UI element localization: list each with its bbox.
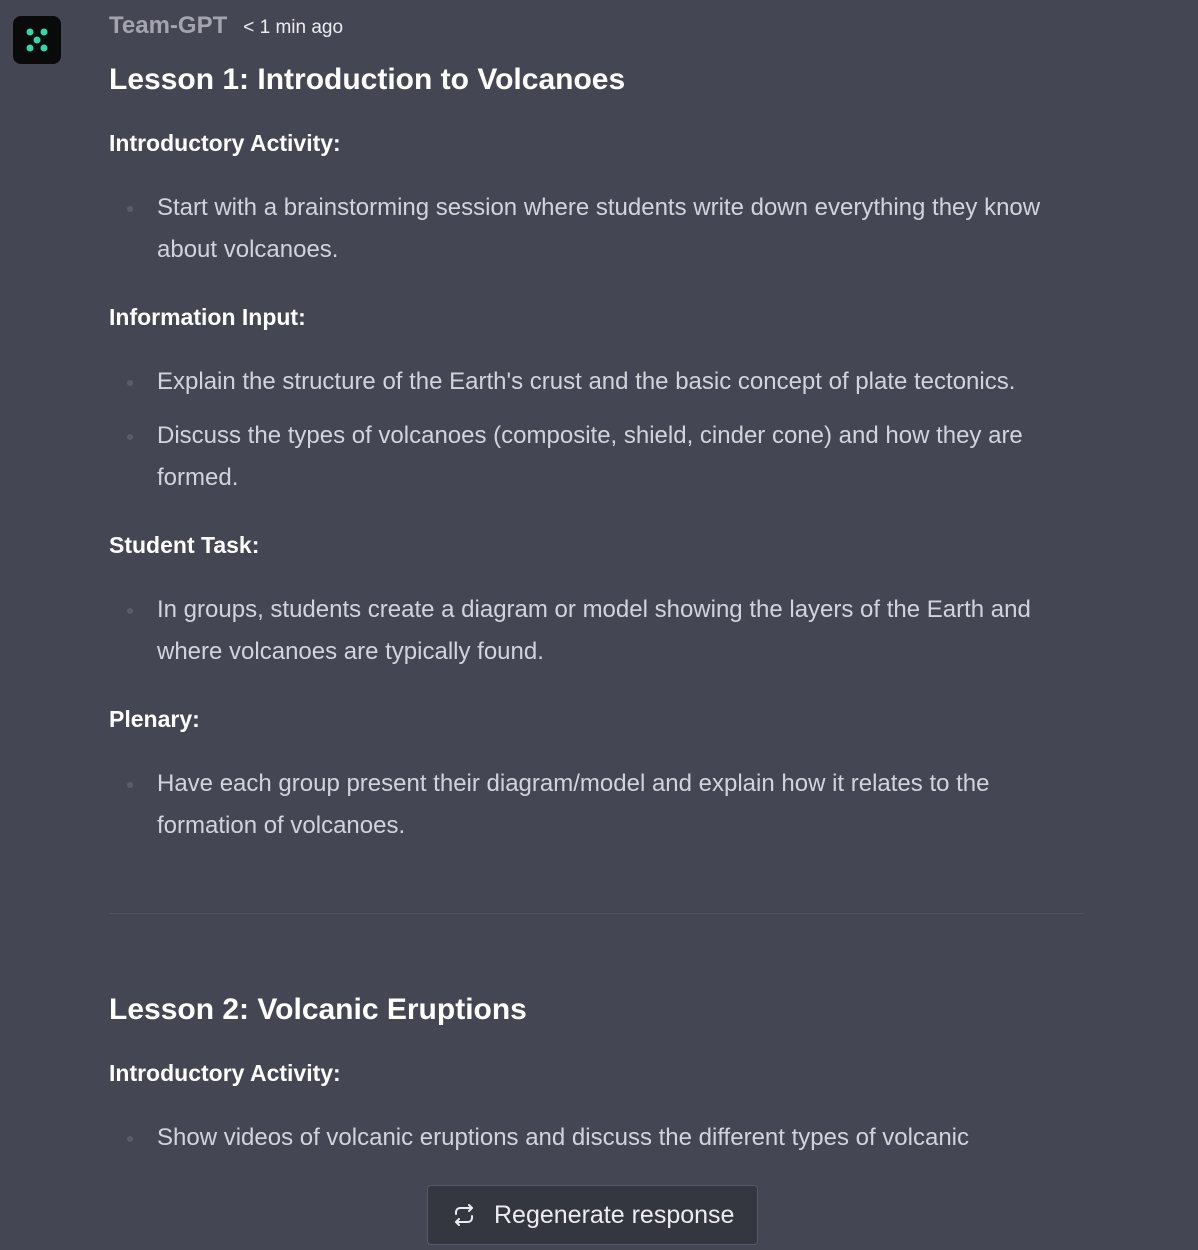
message-timestamp: < 1 min ago [243,17,344,38]
lesson-2-title: Lesson 2: Volcanic Eruptions [109,993,527,1026]
lesson-1-section-list [109,763,1084,847]
bullet-icon [127,380,133,386]
list-item [109,1117,1084,1159]
bullet-icon [127,206,133,212]
list-item [109,361,1084,403]
lesson-1-section-heading: Information Input: [109,304,306,330]
list-item-text: Start with a brainstorming session where students write down everything they know about volcanoes. [157,194,1041,263]
lesson-1-section-list [109,187,1084,271]
bullet-icon [127,1136,133,1142]
list-item-text: In groups, students create a diagram or model showing the layers of the Earth and where volcanoes are typically found. [157,596,1031,665]
regenerate-label: Regenerate response [494,1200,735,1229]
list-item [109,589,1084,673]
message-header [109,12,343,40]
bullet-icon [127,782,133,788]
list-item-text: Explain the structure of the Earth's crust and the basic concept of plate tectonics. [157,368,1016,395]
lesson-2-section-list [109,1117,1084,1159]
list-item [109,187,1084,271]
avatar [13,16,61,64]
regenerate-response-button[interactable] [427,1185,758,1245]
lesson-2-section-heading: Introductory Activity: [109,1060,341,1086]
list-item-text: Discuss the types of volcanoes (composite, shield, cinder cone) and how they are formed. [157,422,1023,491]
refresh-icon [452,1203,476,1227]
list-item [109,415,1084,499]
section-divider [109,913,1084,914]
lesson-1-section-list [109,361,1084,499]
lesson-1-title: Lesson 1: Introduction to Volcanoes [109,63,626,96]
lesson-1-section-heading: Introductory Activity: [109,130,341,156]
list-item-text: Show videos of volcanic eruptions and discuss the different types of volcanic [157,1124,970,1151]
lesson-1-section-heading: Plenary: [109,706,200,732]
message-content [109,60,1084,1159]
lesson-1-section-list [109,589,1084,673]
team-gpt-logo-icon [13,16,61,64]
bullet-icon [127,608,133,614]
author-name: Team-GPT [109,12,228,39]
lesson-1-section-heading: Student Task: [109,532,260,558]
list-item [109,763,1084,847]
list-item-text: Have each group present their diagram/model and explain how it relates to the formation of volcanoes. [157,770,990,839]
bullet-icon [127,434,133,440]
